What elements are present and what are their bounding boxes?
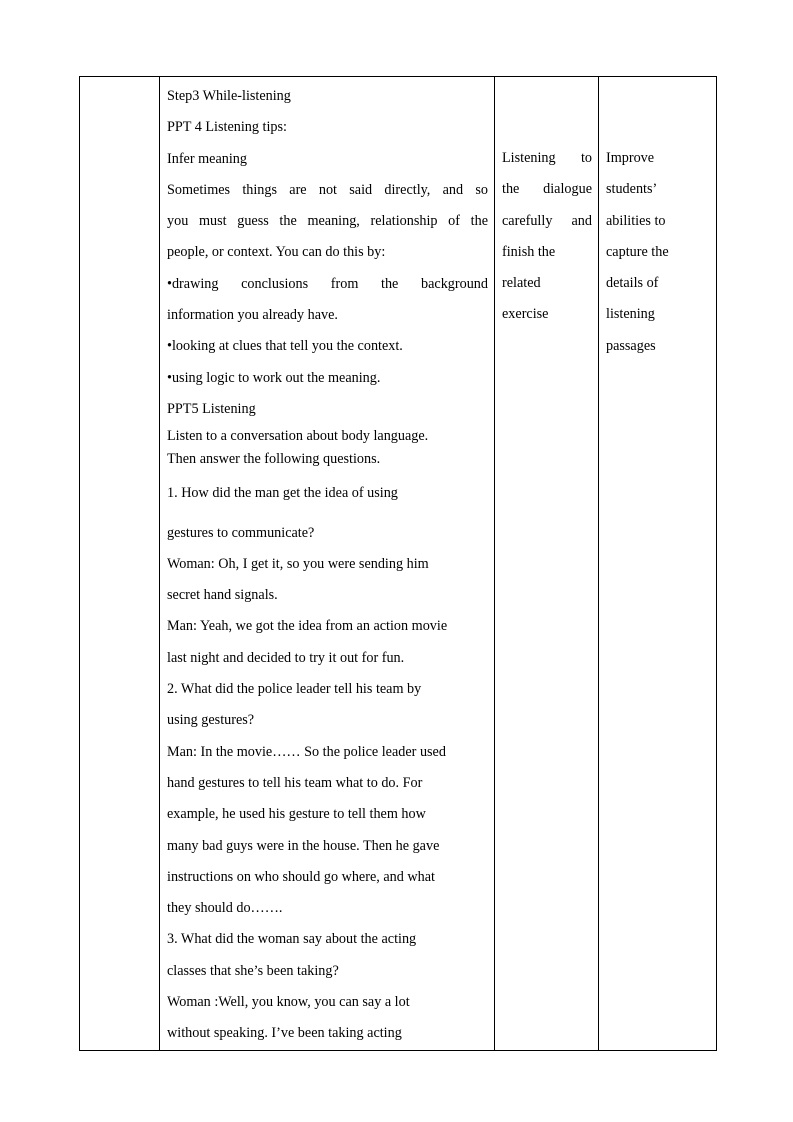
purpose-line: abilities to <box>606 212 666 229</box>
dialogue-line: Man: In the movie…… So the police leader used <box>167 743 446 760</box>
dialogue-line: secret hand signals. <box>167 587 278 604</box>
stage-cell <box>80 77 160 1051</box>
table-row <box>80 77 717 1051</box>
students-activity-cell <box>495 77 599 1051</box>
dialogue-line: Woman :Well, you know, you can say a lot <box>167 994 410 1011</box>
dialogue-line: without speaking. I’ve been taking acting <box>167 1025 402 1042</box>
question-line: classes that she’s been taking? <box>167 962 339 979</box>
text-line: you must guess the meaning, relationship of the <box>167 213 488 230</box>
purpose-line: Improve <box>606 150 655 166</box>
instruction-line: Then answer the following questions. <box>167 450 381 467</box>
bullet-line: •drawing conclusions from the background <box>167 275 488 292</box>
dialogue-line: hand gestures to tell his team what to do. For <box>167 774 423 791</box>
text-line: information you already have. <box>167 307 338 324</box>
activity-line: the dialogue <box>502 181 592 198</box>
purpose-cell <box>599 77 717 1051</box>
dialogue-line: Man: Yeah, we got the idea from an action movie <box>167 618 448 635</box>
purpose-line: passages <box>606 337 656 354</box>
activity-line: related <box>502 275 541 292</box>
question-line: 3. What did the woman say about the acting <box>167 931 417 948</box>
ppt-heading: PPT 4 Listening tips: <box>167 119 287 136</box>
dialogue-line: Woman: Oh, I get it, so you were sending him <box>167 555 429 572</box>
question-line: using gestures? <box>167 712 255 729</box>
dialogue-line: last night and decided to try it out for fun. <box>167 649 405 666</box>
activity-line: carefully and <box>502 212 592 229</box>
dialogue-line: instructions on who should go where, and what <box>167 868 435 885</box>
text-line: people, or context. You can do this by: <box>167 244 386 261</box>
step-heading: Step3 While-listening <box>167 88 291 104</box>
activity-line: Listening to <box>502 150 592 166</box>
activity-line: finish the <box>502 243 556 260</box>
question-line: gestures to communicate? <box>167 524 315 541</box>
tip-title: Infer meaning <box>167 150 247 167</box>
instruction-line: Listen to a conversation about body language. <box>167 428 429 445</box>
text-line: Sometimes things are not said directly, and so <box>167 181 488 198</box>
activity-line: exercise <box>502 306 549 323</box>
dialogue-line: example, he used his gesture to tell them how <box>167 806 426 823</box>
bullet-line: •using logic to work out the meaning. <box>167 369 381 386</box>
dialogue-line: they should do……. <box>167 900 283 917</box>
purpose-line: details of <box>606 275 659 292</box>
purpose-line: students’ <box>606 181 658 198</box>
question-line: 2. What did the police leader tell his team by <box>167 681 422 698</box>
dialogue-line: many bad guys were in the house. Then he gave <box>167 837 440 854</box>
procedure-cell <box>160 77 495 1051</box>
purpose-line: listening <box>606 306 655 323</box>
question-line: 1. How did the man get the idea of using <box>167 485 398 502</box>
lesson-plan-table <box>79 76 717 1051</box>
ppt-heading: PPT5 Listening <box>167 400 256 417</box>
bullet-line: •looking at clues that tell you the context. <box>167 338 403 355</box>
purpose-line: capture the <box>606 243 669 260</box>
